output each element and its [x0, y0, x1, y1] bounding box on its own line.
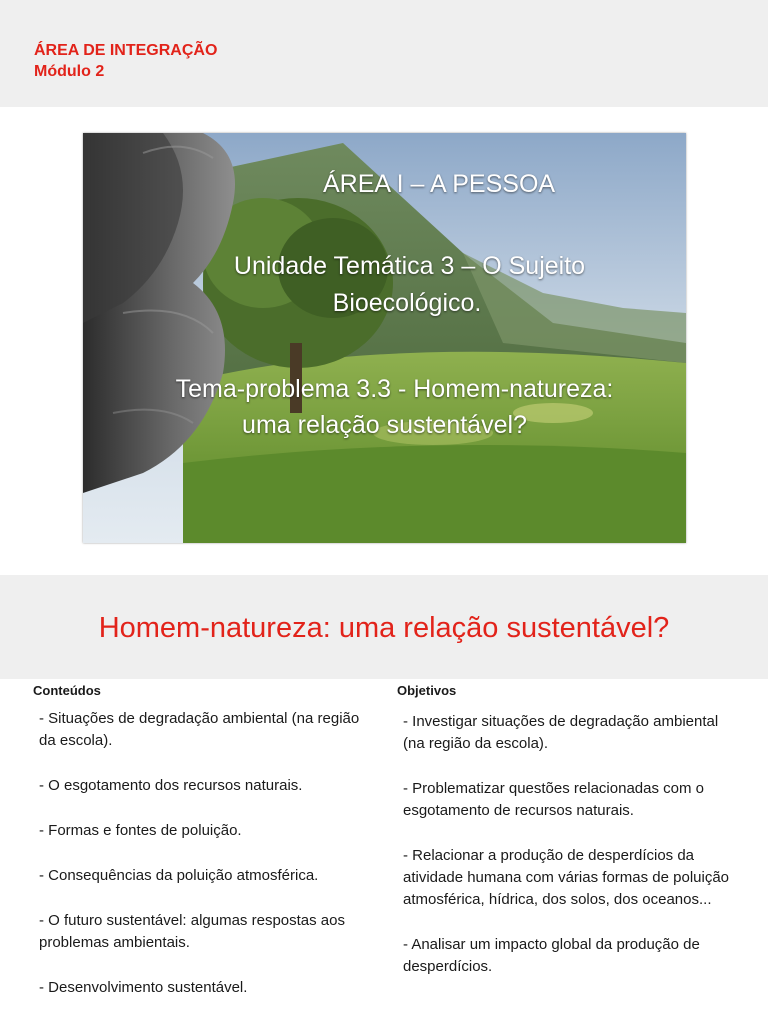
hero-image	[83, 133, 686, 543]
area-title: ÁREA I – A PESSOA	[323, 170, 556, 198]
hero-text	[83, 133, 686, 543]
conteudos-heading: Conteúdos	[33, 683, 101, 698]
header-module: Módulo 2	[34, 63, 105, 80]
conteudos-column	[33, 683, 373, 1022]
objetivos-item: - Investigar situações de degradação ambiental (na região da escola).	[403, 713, 719, 752]
conteudos-item: - Desenvolvimento sustentável.	[39, 979, 248, 996]
unit-line-2: Bioecológico.	[332, 289, 482, 317]
conteudos-item: - O esgotamento dos recursos naturais.	[39, 777, 303, 794]
header-title: ÁREA DE INTEGRAÇÃO	[34, 42, 218, 59]
conteudos-item: - Formas e fontes de poluição.	[39, 822, 242, 839]
objetivos-heading: Objetivos	[397, 683, 457, 698]
tema-line-1: Tema-problema 3.3 - Homem-natureza:	[175, 375, 614, 403]
section-title: Homem-natureza: uma relação sustentável?	[98, 612, 670, 644]
conteudos-item: - Consequências da poluição atmosférica.	[39, 867, 319, 884]
objetivos-item: - Relacionar a produção de desperdícios da atividade humana com várias formas de poluição atmosférica, hídrica, dos solos, dos oceanos...	[403, 847, 730, 908]
objetivos-item: - Problematizar questões relacionadas com o esgotamento de recursos naturais.	[403, 780, 704, 819]
tema-line-2: uma relação sustentável?	[242, 411, 527, 439]
header-band	[0, 0, 768, 107]
conteudos-item: - Situações de degradação ambiental (na região da escola).	[39, 710, 360, 749]
section-band	[0, 575, 768, 679]
objetivos-column	[397, 683, 737, 1001]
tema-title	[83, 371, 686, 443]
unit-title	[83, 248, 686, 322]
conteudos-item: - O futuro sustentável: algumas respostas aos problemas ambientais.	[39, 912, 345, 951]
objetivos-item: - Analisar um impacto global da produção de desperdícios.	[403, 936, 700, 975]
unit-line-1: Unidade Temática 3 – O Sujeito	[233, 252, 586, 280]
